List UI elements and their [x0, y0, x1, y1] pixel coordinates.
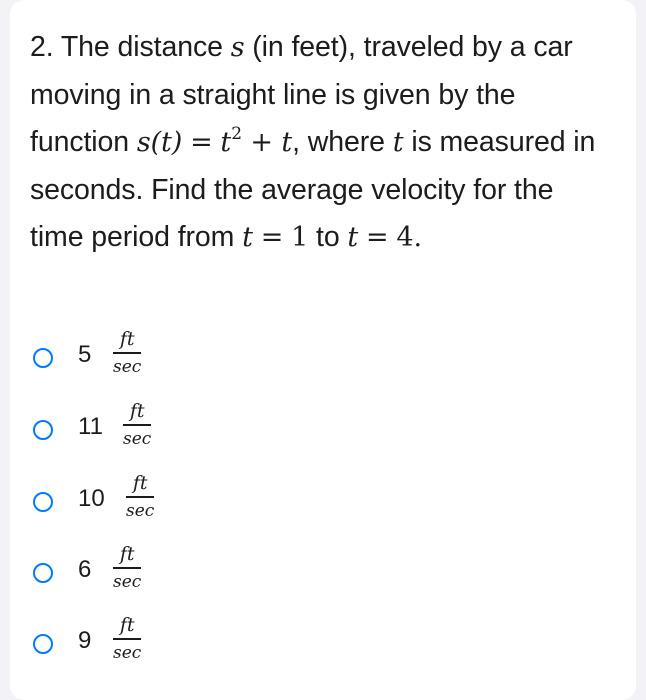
option-value: 10: [78, 485, 105, 512]
math-function-rhs: [220, 124, 293, 158]
question-prefix: 2. The distance: [30, 31, 223, 63]
math-from-value: 1: [291, 222, 309, 253]
radio-button[interactable]: [33, 492, 53, 512]
answer-option-3[interactable]: [33, 472, 333, 532]
radio-button[interactable]: [33, 563, 53, 583]
unit-numerator: ft: [132, 472, 148, 494]
option-value: 5: [78, 341, 92, 368]
unit-denominator: sec: [113, 356, 142, 377]
unit-fraction: [113, 543, 141, 592]
unit-numerator: ft: [119, 614, 135, 636]
math-t: t: [220, 127, 232, 158]
radio-button[interactable]: [33, 348, 53, 368]
unit-numerator: ft: [119, 543, 135, 565]
math-from-t: t: [242, 222, 253, 253]
math-to-t: t: [347, 222, 359, 253]
unit-numerator: ft: [129, 400, 145, 422]
unit-fraction: [113, 328, 141, 377]
math-var-s: s: [230, 32, 245, 63]
question-text-part: is measured in seconds. Find the average velocity for the time period from: [30, 126, 596, 253]
unit-numerator: ft: [119, 328, 135, 350]
math-equals: =: [366, 222, 389, 253]
fraction-bar: [126, 496, 154, 498]
unit-fraction: [126, 472, 154, 521]
unit-denominator: sec: [113, 642, 142, 663]
option-value: 6: [78, 556, 92, 583]
radio-button[interactable]: [33, 634, 53, 654]
math-equals: =: [260, 222, 284, 253]
question-text: [30, 24, 600, 262]
option-value: 11: [78, 413, 103, 440]
unit-denominator: sec: [126, 500, 155, 521]
unit-denominator: sec: [113, 571, 142, 592]
fraction-bar: [113, 567, 141, 569]
question-text-part: to: [316, 221, 340, 253]
answer-option-2[interactable]: [33, 400, 333, 460]
unit-denominator: sec: [123, 428, 152, 449]
fraction-bar: [113, 638, 141, 640]
math-plus-t: + t: [250, 127, 293, 158]
math-exponent: 2: [231, 124, 242, 144]
unit-fraction: [123, 400, 151, 449]
math-var-t: t: [392, 127, 404, 158]
question-text-part: , where: [292, 126, 385, 158]
math-equals: =: [190, 127, 213, 158]
math-to-value: 4.: [396, 222, 422, 253]
answer-option-5[interactable]: [33, 614, 333, 674]
option-value: 9: [78, 627, 92, 654]
radio-button[interactable]: [33, 420, 53, 440]
answer-option-4[interactable]: [33, 543, 333, 603]
math-function-lhs: s(t): [136, 127, 183, 158]
unit-fraction: [113, 614, 141, 663]
question-card: [10, 0, 636, 700]
fraction-bar: [123, 424, 151, 426]
answer-option-1[interactable]: [33, 328, 333, 388]
question-text-part: (in feet), traveled by a car moving in a straight line is given by the function: [30, 31, 573, 158]
fraction-bar: [113, 352, 141, 354]
